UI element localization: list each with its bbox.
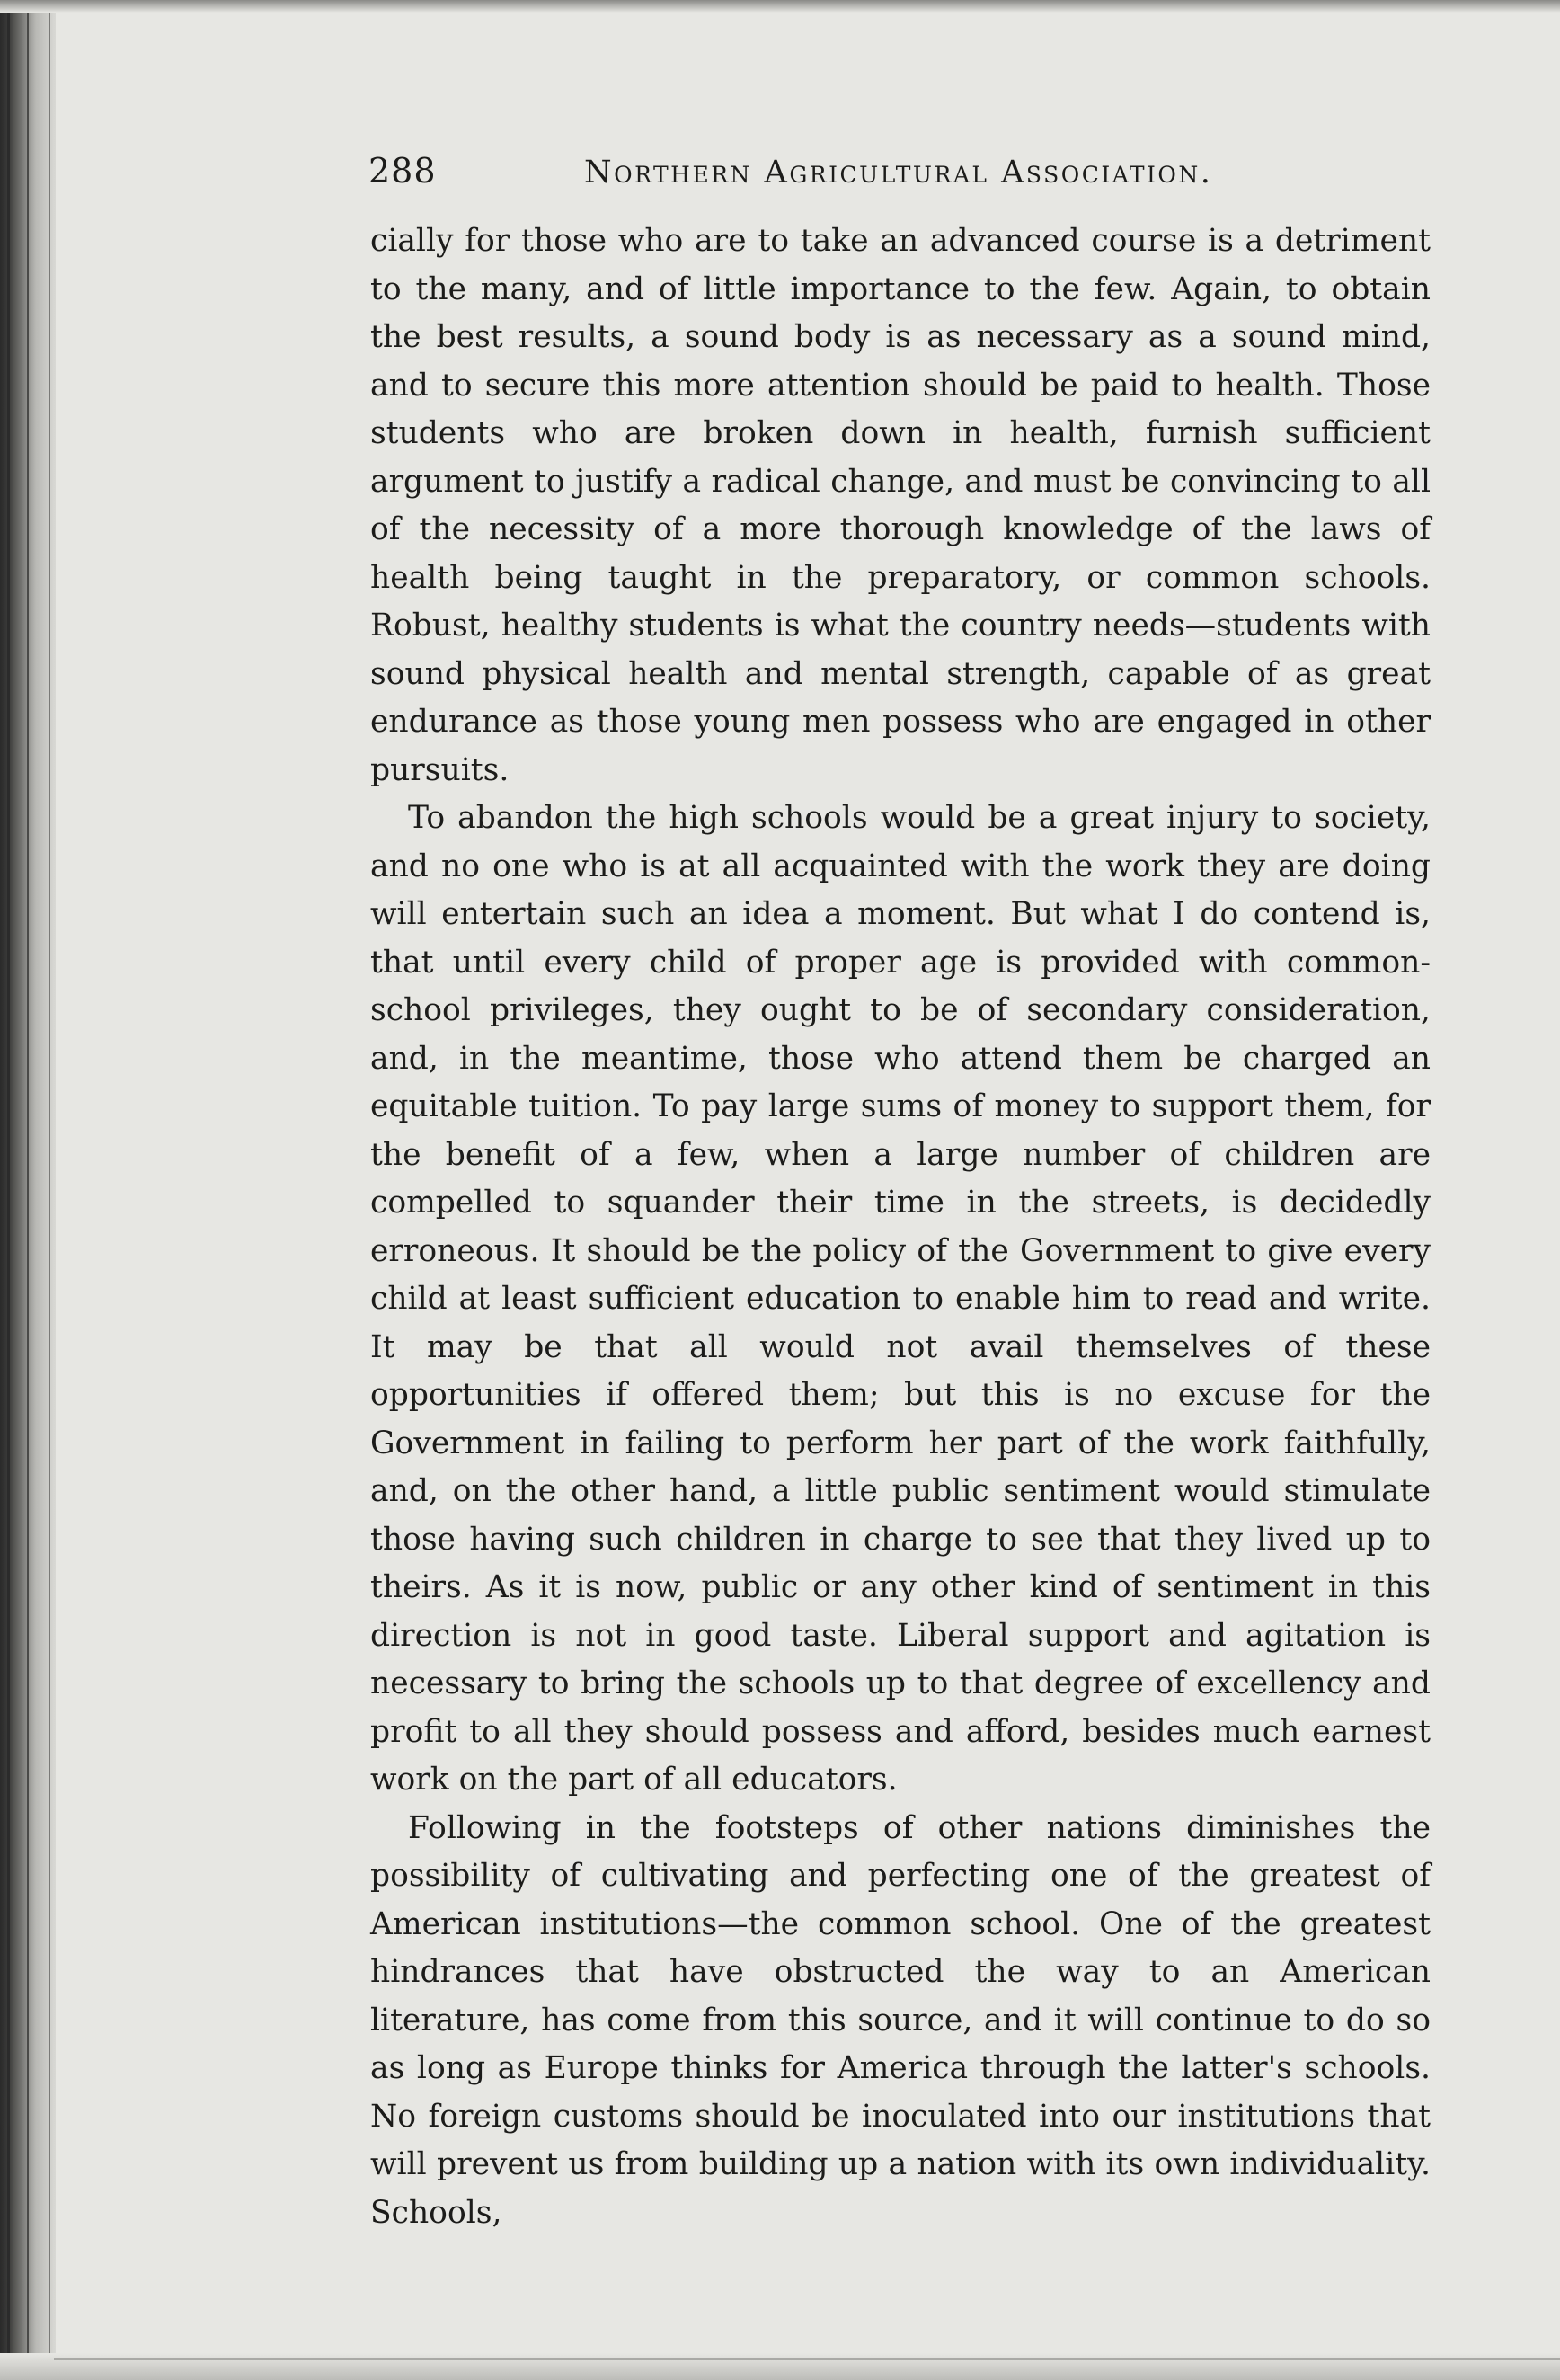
running-head [359,144,1438,207]
paragraph-2: To abandon the high schools would be a great injury to society, and no one who is at all acquainted with the work they are doing will entertain such an idea a moment. But what I do contend is, that until every child of proper age is provided with common-school privileges, they ought to be of secondary consideration, and, in the meantime, those who attend them be charged an equitable tuition. To pay large sums of money to support them, for the benefit of a few, when a large number of children are compelled to squander their time in the streets, is decidedly erroneous. It should be the policy of the Government to give every child at least sufficient education to enable him to read and write. It may be that all would not avail themselves of these opportunities if offered them; but this is no excuse for the Government in failing to perform her part of the work faithfully, and, on the other hand, a little public sentiment would stimulate those having such children in charge to see that they lived up to theirs. As it is now, public or any other kind of sentiment in this direction is not in good taste. Liberal support and agitation is necessary to bring the schools up to that degree of excellency and profit to all they should possess and afford, besides much earnest work on the part of all educators. [370,800,1431,1798]
page-bottom-rule [54,2358,1560,2360]
binding-edge-line [49,0,50,2380]
page-bottom-edge [0,2353,1560,2380]
binding-edge-line [27,0,29,2380]
binding-edge-line [7,0,10,2380]
paragraph-3: Following in the footsteps of other nations diminishes the possibility of cultivating and perfecting one of the greatest of American institutions—the common school. One of the greatest hindrances that have obstructed the way to an American literature, has come from this source, and it will continue to do so as long as Europe thinks for America through the latter's schools. No foreign customs should be inoculated into our institutions that will prevent us from building up a nation with its own individuality. Schools, [370,1809,1431,2231]
page-body-text [359,218,1431,2237]
paragraph-1: cially for those who are to take an advanced course is a detriment to the many, and of little importance to the few. Again, to obtain the best results, a sound body is as necessary as a sound mind, and to secure this more attention should be paid to health. Those students who are broken down in health, furnish sufficient argument to justify a radical change, and must be convincing to all of the necessity of a more thorough knowledge of the laws of health being taught in the preparatory, or common schools. Robust, healthy students is what the country needs—students with sound physical health and mental strength, capable of as great endurance as those young men possess who are engaged in other pursuits. [370,223,1431,788]
page-number: 288 [368,151,437,191]
running-title: Northern Agricultural Association. [584,155,1213,191]
book-page [359,144,1438,2237]
page-top-edge [0,0,1560,13]
